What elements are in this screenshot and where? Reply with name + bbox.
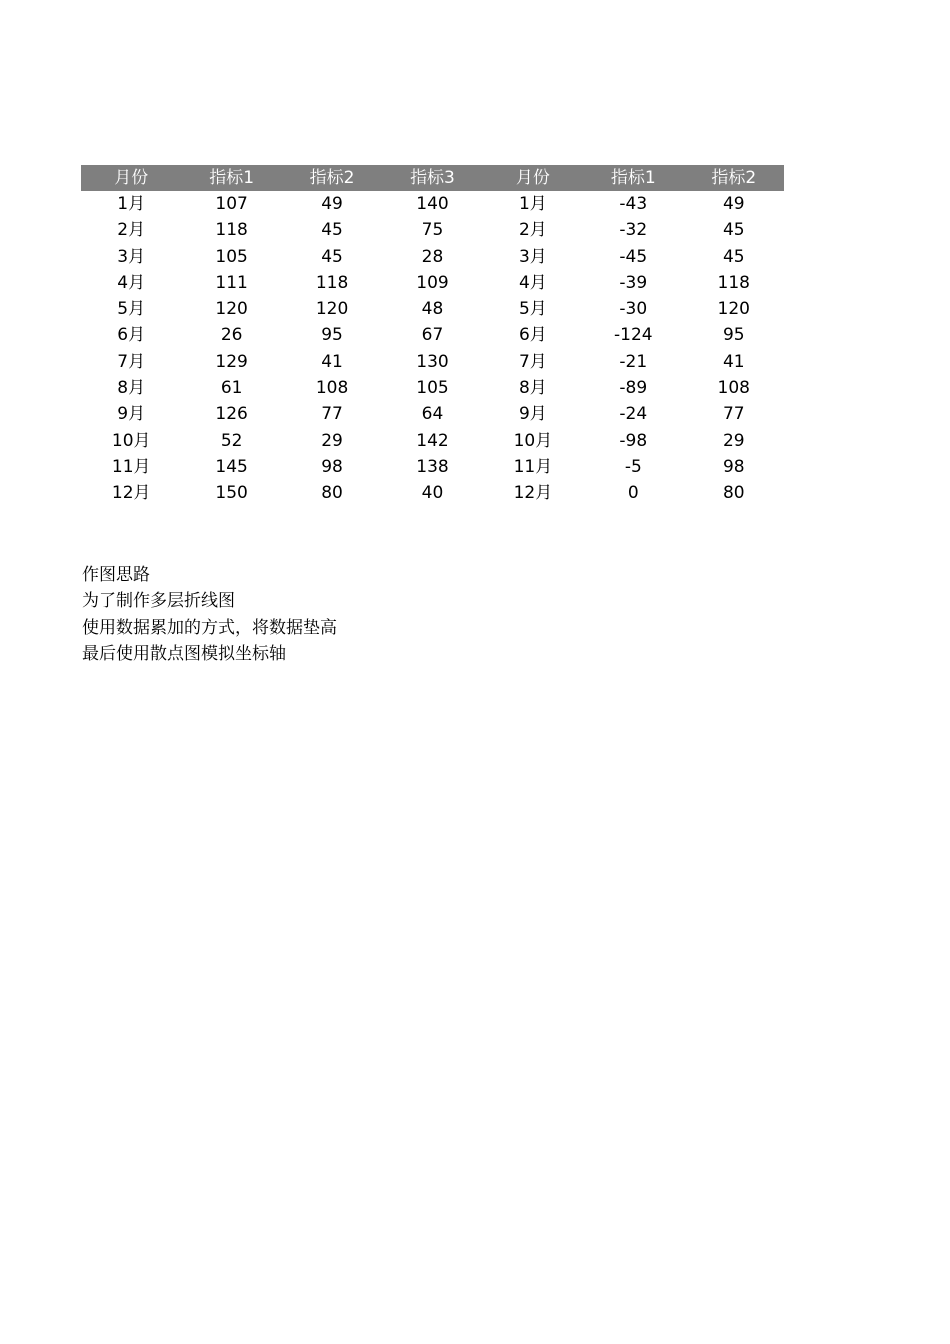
column-header: 月份: [81, 165, 181, 191]
table-row: [81, 454, 784, 480]
table-cell: 6月: [518, 325, 547, 346]
table-cell: 0: [627, 483, 639, 504]
table-cell: 3月: [518, 246, 547, 267]
table-row: [81, 349, 784, 375]
table-cell: 67: [421, 325, 444, 346]
table-cell: 26: [220, 325, 243, 346]
table-row: [81, 375, 784, 401]
column-header: 指标1: [181, 165, 281, 191]
table-cell: 5月: [117, 299, 146, 320]
table-row: [81, 428, 784, 454]
note-line: 为了制作多层折线图: [82, 591, 235, 612]
table-cell: 2月: [518, 220, 547, 241]
table-cell: 150: [215, 483, 248, 504]
table-cell: 29: [722, 430, 745, 451]
table-cell: 145: [215, 456, 248, 477]
table-cell: 5月: [518, 299, 547, 320]
table-cell: 111: [215, 272, 248, 293]
table-cell: 10月: [513, 430, 553, 451]
table-cell: 9月: [518, 404, 547, 425]
table-cell: 28: [421, 246, 444, 267]
table-cell: 12月: [513, 483, 553, 504]
table-cell: 129: [215, 351, 248, 372]
table-cell: 105: [215, 246, 248, 267]
table-cell: 3月: [117, 246, 146, 267]
table-cell: 9月: [117, 404, 146, 425]
table-cell: 41: [722, 351, 745, 372]
table-cell: -24: [619, 404, 648, 425]
table-body: [81, 191, 784, 507]
table-cell: 95: [722, 325, 745, 346]
table-cell: 45: [722, 246, 745, 267]
table-cell: 6月: [117, 325, 146, 346]
column-header: 月份: [483, 165, 583, 191]
notes-block: [82, 562, 337, 667]
table-row: [81, 217, 784, 243]
table-cell: 7月: [117, 351, 146, 372]
table-cell: -89: [619, 378, 648, 399]
table-cell: 11月: [513, 456, 553, 477]
table-row: [81, 191, 784, 217]
table-cell: 64: [421, 404, 444, 425]
table-row: [81, 401, 784, 427]
note-line: 最后使用散点图模拟坐标轴: [82, 643, 286, 664]
column-header: 指标1: [583, 165, 683, 191]
table-cell: 108: [315, 378, 349, 399]
table-cell: 130: [416, 351, 449, 372]
table-cell: 48: [421, 299, 444, 320]
table-cell: 7月: [518, 351, 547, 372]
table-cell: 120: [315, 299, 349, 320]
column-header: 指标2: [684, 165, 784, 191]
table-cell: 41: [321, 351, 343, 372]
table-cell: -43: [619, 194, 648, 214]
table-cell: 10月: [111, 430, 151, 451]
table-row: [81, 322, 784, 348]
table-cell: -124: [614, 325, 653, 346]
table-cell: -39: [619, 272, 648, 293]
table-cell: 12月: [111, 483, 151, 504]
table-cell: 2月: [117, 220, 146, 241]
table-cell: -5: [624, 456, 642, 477]
table-cell: 118: [315, 272, 349, 293]
table-cell: 109: [416, 272, 449, 293]
table-cell: 98: [722, 456, 745, 477]
table-cell: -45: [619, 246, 648, 267]
table-cell: 8月: [117, 378, 146, 399]
column-header: 指标3: [382, 165, 482, 191]
table-row: [81, 480, 784, 506]
table-cell: 95: [321, 325, 343, 346]
table-cell: 1月: [518, 194, 547, 214]
table-header-row: [81, 165, 784, 191]
table-cell: 4月: [518, 272, 547, 293]
table-cell: -32: [619, 220, 648, 241]
table-cell: 138: [416, 456, 449, 477]
table-cell: -98: [619, 430, 648, 451]
table-cell: 4月: [117, 272, 146, 293]
table-cell: 49: [722, 194, 745, 214]
note-line: 作图思路: [82, 565, 150, 585]
note-line: 使用数据累加的方式，将数据垫高: [82, 617, 337, 638]
table-cell: 140: [416, 194, 449, 214]
table-cell: 118: [215, 220, 248, 241]
table-cell: 118: [717, 272, 750, 293]
table-cell: 45: [321, 246, 343, 267]
table-cell: 77: [722, 404, 745, 425]
table-cell: 126: [215, 404, 248, 425]
table-cell: 80: [722, 483, 745, 504]
table-cell: 1月: [117, 194, 146, 214]
table-cell: 105: [416, 378, 449, 399]
table-cell: 45: [722, 220, 745, 241]
table-row: [81, 296, 784, 322]
table-cell: 29: [321, 430, 343, 451]
table-cell: 49: [321, 194, 343, 214]
table-cell: 107: [215, 194, 248, 214]
table-cell: 8月: [518, 378, 547, 399]
table-cell: 108: [717, 378, 750, 399]
table-cell: 120: [717, 299, 750, 320]
table-cell: 77: [321, 404, 343, 425]
column-header: 指标2: [282, 165, 382, 191]
table-row: [81, 244, 784, 270]
table-cell: 75: [421, 220, 444, 241]
table-cell: 40: [421, 483, 444, 504]
table-cell: 45: [321, 220, 343, 241]
table-cell: 98: [321, 456, 343, 477]
table-row: [81, 270, 784, 296]
table-cell: 80: [321, 483, 343, 504]
table-cell: 120: [215, 299, 248, 320]
table-cell: 142: [416, 430, 449, 451]
table-cell: 52: [220, 430, 243, 451]
table-cell: 11月: [111, 456, 151, 477]
table-cell: 61: [220, 378, 243, 399]
table-cell: -30: [619, 299, 648, 320]
data-table: [81, 165, 784, 507]
table-cell: -21: [619, 351, 648, 372]
